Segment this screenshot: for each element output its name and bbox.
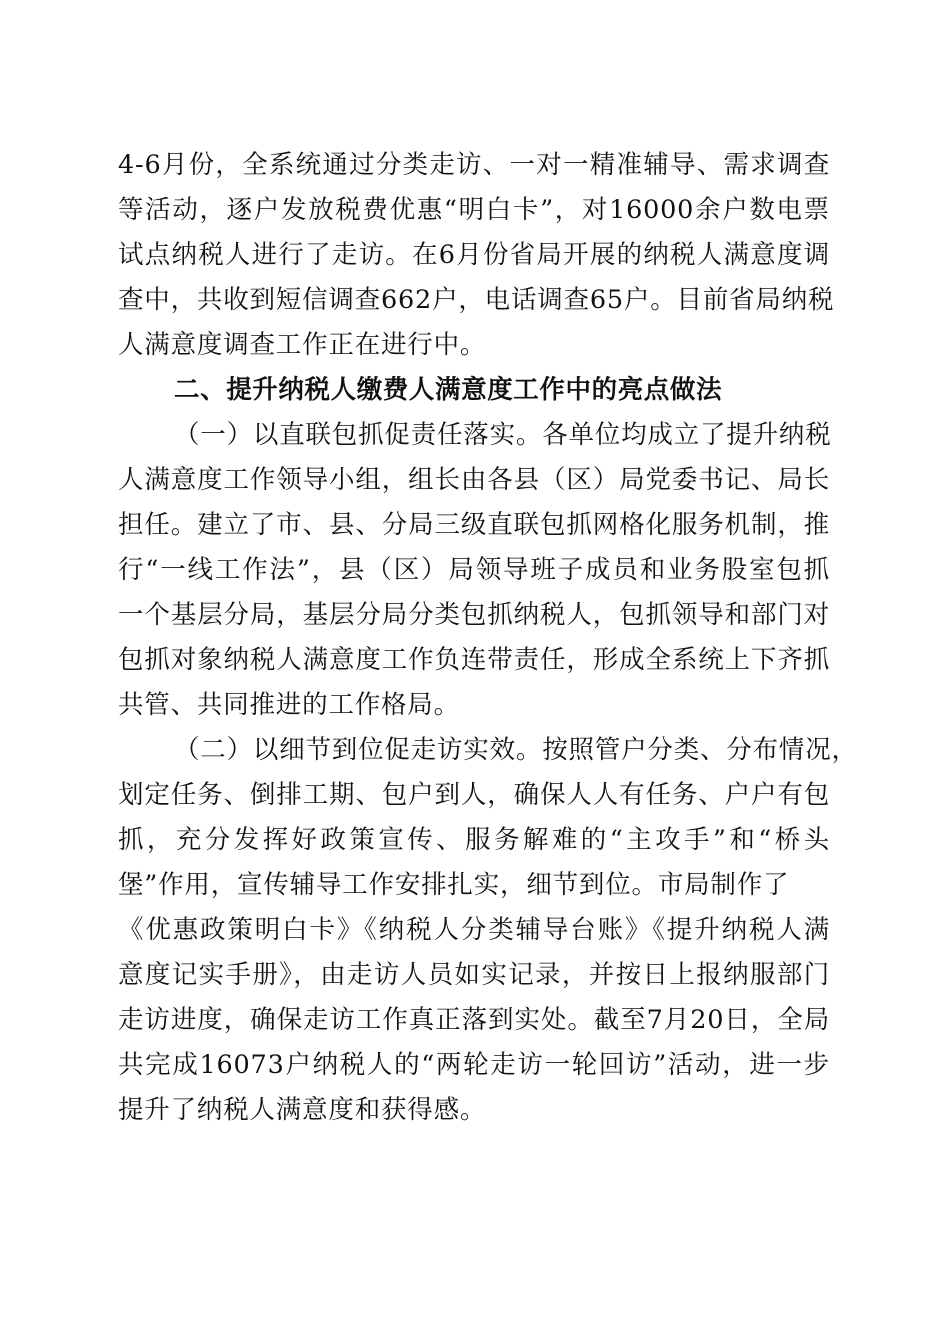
text-line: 意度记实手册》，由走访人员如实记录，并按日上报纳服部门 — [118, 960, 830, 990]
paragraph-direct-contact — [118, 413, 830, 728]
document-body — [118, 143, 858, 1133]
section-heading: 二、提升纳税人缴费人满意度工作中的亮点做法 — [174, 375, 723, 405]
text-line: 《优惠政策明白卡》《纳税人分类辅导台账》《提升纳税人满 — [118, 915, 830, 945]
text-line: 人满意度工作领导小组，组长由各县（区）局党委书记、局长 — [118, 465, 830, 495]
text-line: 共管、共同推进的工作格局。 — [118, 690, 460, 720]
text-line: 划定任务、倒排工期、包户到人，确保人人有任务、户户有包 — [118, 780, 830, 810]
text-line: （二）以细节到位促走访实效。按照管户分类、分布情况， — [174, 735, 858, 765]
text-line: 一个基层分局，基层分局分类包抓纳税人，包抓领导和部门对 — [118, 600, 830, 630]
text-line: 试点纳税人进行了走访。在6月份省局开展的纳税人满意度调 — [118, 240, 830, 270]
text-line: 担任。建立了市、县、分局三级直联包抓网格化服务机制，推 — [118, 510, 830, 540]
text-line: 共完成16073户纳税人的“两轮走访一轮回访”活动，进一步 — [118, 1050, 830, 1080]
text-line: 人满意度调查工作正在进行中。 — [118, 330, 487, 360]
text-line: 提升了纳税人满意度和获得感。 — [118, 1095, 487, 1125]
text-line: 抓，充分发挥好政策宣传、服务解难的“主攻手”和“桥头 — [118, 825, 830, 855]
paragraph-survey-summary — [118, 143, 835, 368]
text-line: 行“一线工作法”，县（区）局领导班子成员和业务股室包抓 — [118, 555, 830, 585]
text-line: 查中，共收到短信调查662户，电话调查65户。目前省局纳税 — [118, 285, 835, 315]
text-line: 等活动，逐户发放税费优惠“明白卡”，对16000余户数电票 — [118, 195, 830, 225]
text-line: 4-6月份，全系统通过分类走访、一对一精准辅导、需求调查 — [118, 150, 830, 180]
text-line: 走访进度，确保走访工作真正落到实处。截至7月20日，全局 — [118, 1005, 830, 1035]
text-line: 包抓对象纳税人满意度工作负连带责任，形成全系统上下齐抓 — [118, 645, 830, 675]
text-line: 堡”作用，宣传辅导工作安排扎实，细节到位。市局制作了 — [118, 870, 790, 900]
paragraph-visit-details — [118, 728, 858, 1133]
text-line: （一）以直联包抓促责任落实。各单位均成立了提升纳税 — [174, 420, 832, 450]
